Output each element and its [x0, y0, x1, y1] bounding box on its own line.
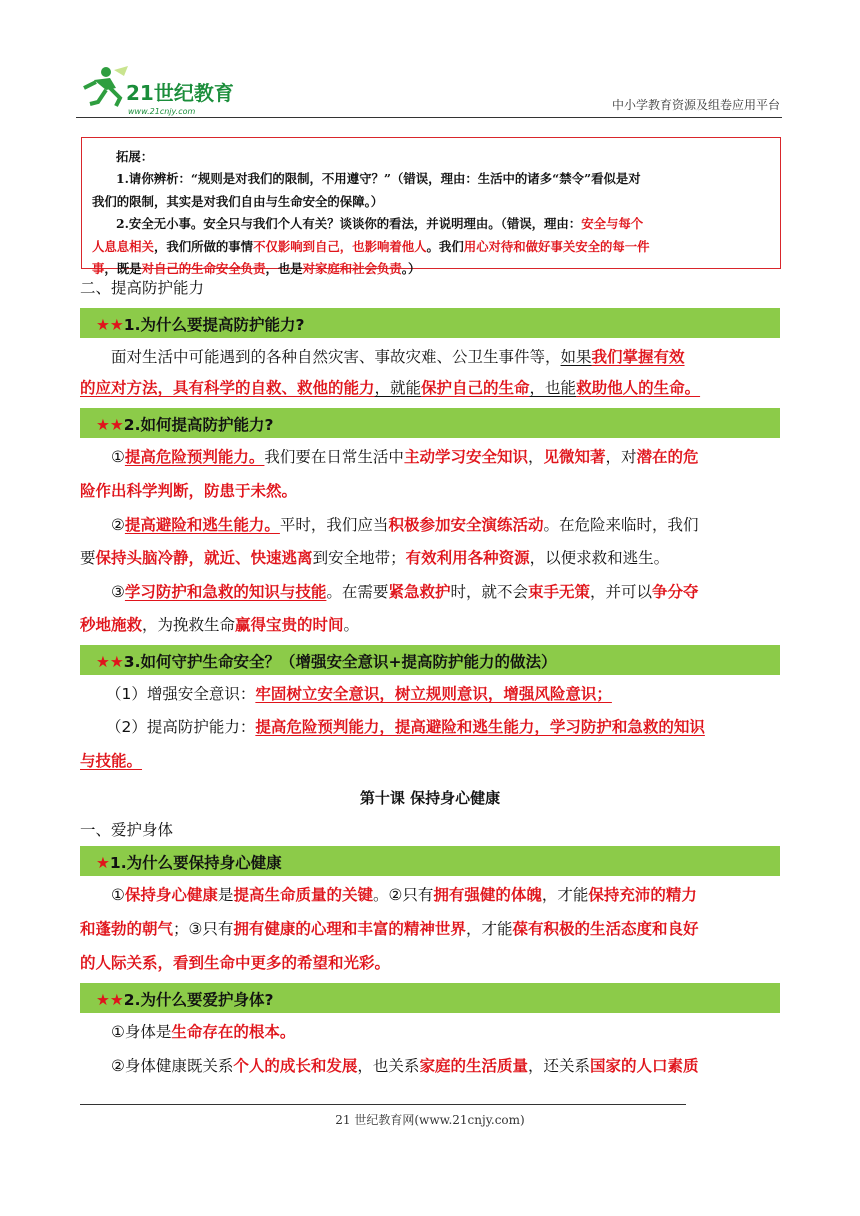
span: ，就能	[374, 379, 422, 397]
extension-q1-cont: 我们的限制，其实是对我们自由与生命安全的保障。）	[92, 193, 384, 209]
answer-2-item3-line2	[80, 615, 780, 635]
extension-q1	[92, 168, 768, 190]
span: 的人际关系，看到生命中更多的希望和光彩。	[80, 954, 391, 972]
span: （2）提高防护能力：	[106, 718, 256, 736]
span: 提高避险和逃生能力。	[124, 516, 280, 534]
span: 保护自己的生命	[421, 379, 530, 397]
span: 。在需要	[326, 583, 389, 601]
runner-icon	[84, 66, 128, 106]
answer-3-item2-line1	[80, 717, 780, 737]
span: 生命存在的根本。	[171, 1023, 296, 1041]
star-icon: ★	[96, 854, 110, 872]
span: ，为挽救生命	[142, 616, 236, 634]
span: 的应对方法，具有科学的自救、救他的能力	[80, 379, 375, 397]
extension-q1-text: 1.请你辨析：“规则是对我们的限制，不用遵守？”（错误，理由：生活中的诸多“禁令”看似是对	[116, 171, 641, 187]
extension-q2-line2	[92, 236, 768, 258]
span: ，既是	[104, 261, 142, 277]
span: 和蓬勃的朝气	[80, 920, 174, 938]
span: 国家的人口素质	[589, 1057, 699, 1075]
span: 是	[217, 886, 234, 904]
21cnjy-logo	[76, 62, 256, 118]
span: 如果	[560, 348, 592, 366]
span: 秒地施救	[80, 616, 143, 634]
answer-2-item3-line1	[80, 582, 780, 602]
span: 不仅影响到自己，也影响着他人	[253, 238, 427, 254]
answer-2-item1-line1	[80, 447, 780, 467]
span: 事	[92, 261, 105, 277]
span: 有效利用各种资源	[405, 549, 530, 567]
span: 。）	[401, 261, 421, 277]
span: 1.为什么要保持身心健康	[109, 854, 282, 872]
span: 面对生活中可能遇到的各种自然灾害、事故灾难、公卫生事件等，	[111, 348, 561, 366]
span: 提高危险预判能力。	[124, 448, 265, 466]
footer-rule	[80, 1104, 686, 1105]
answer-4-line1	[80, 885, 780, 905]
span: ，也关系	[357, 1057, 420, 1075]
span: 我们要在日常生活中	[264, 448, 404, 466]
span: 束手无策	[527, 583, 590, 601]
span: 学习防护和急救的知识与技能	[124, 583, 327, 601]
span: 主动学习安全知识	[403, 448, 528, 466]
platform-name: 中小学教育资源及组卷应用平台	[611, 98, 780, 112]
span: 3.如何守护生命安全？（增强安全意识+提高防护能力的做法）	[123, 653, 557, 671]
span: 到安全地带；	[312, 549, 406, 567]
span: 拥有强健的体魄	[433, 886, 542, 904]
answer-4-line3	[80, 953, 780, 973]
span: 争分夺	[652, 583, 699, 601]
question-bar-2-title	[96, 413, 273, 435]
span: 就近、快速逃离	[204, 549, 313, 567]
span: 我们掌握有效	[591, 348, 685, 366]
answer-4-line2	[80, 919, 780, 939]
header-rule	[76, 117, 782, 118]
span: ，也是	[265, 261, 303, 277]
answer-2-item1-line2	[80, 481, 780, 501]
span: 葆有积极的生活态度和良好	[512, 920, 699, 938]
answer-3-item2-line2	[80, 751, 780, 771]
span: 。我们	[426, 238, 464, 254]
span: 时，就不会	[450, 583, 528, 601]
span: ，还关系	[527, 1057, 590, 1075]
span: 赢得宝贵的时间	[235, 616, 344, 634]
span: 2.为什么要爱护身体?	[123, 991, 274, 1009]
span: 保持头脑冷静	[95, 549, 189, 567]
question-bar-5-title	[96, 988, 273, 1010]
answer-3-item1	[80, 684, 780, 704]
star-icon: ★★	[96, 653, 124, 671]
span: ，才能	[541, 886, 589, 904]
star-icon: ★★	[96, 416, 124, 434]
question-bar-4-title	[96, 851, 282, 873]
span: 对家庭和社会负责	[302, 261, 402, 277]
star-icon: ★★	[96, 991, 124, 1009]
span: ，对	[605, 448, 637, 466]
question-bar-1-title	[96, 313, 304, 335]
span: ②	[111, 516, 125, 534]
star-icon: ★★	[96, 316, 124, 334]
span: 积极参加安全演练活动	[388, 516, 544, 534]
page-header	[76, 62, 782, 120]
span: 潜在的危	[636, 448, 699, 466]
span: 要	[80, 549, 96, 567]
span: 。	[343, 616, 360, 634]
span: ②身体健康既关系	[111, 1057, 234, 1075]
span: 保持充沛的精力	[588, 886, 697, 904]
section-heading-body-care: 一、爱护身体	[80, 821, 174, 839]
span: 个人的成长和发展	[233, 1057, 358, 1075]
span: 。②只有	[372, 886, 434, 904]
span: ①	[111, 886, 125, 904]
span: 与技能。	[80, 752, 143, 770]
span: 2.如何提高防护能力?	[123, 416, 274, 434]
question-bar-4	[80, 846, 780, 876]
span: 拥有健康的心理和丰富的精神世界	[233, 920, 466, 938]
span: 家庭的生活质量	[419, 1057, 528, 1075]
lesson-title: 第十课 保持身心健康	[359, 789, 501, 807]
span: 紧急救护	[388, 583, 451, 601]
extension-title: 拓展：	[116, 149, 154, 164]
span: ，我们所做的事情	[153, 238, 254, 254]
span: 人息息相关	[92, 238, 154, 254]
span: 提高生命质量的关键	[233, 886, 373, 904]
span: ，才能	[465, 920, 513, 938]
span: ①	[111, 448, 125, 466]
answer-1-line1	[80, 347, 780, 367]
span: 平时，我们应当	[279, 516, 389, 534]
span: 用心对待和做好事关安全的每一件	[463, 238, 650, 254]
span: 险作出科学判断，防患于未然。	[80, 482, 298, 500]
span: 保持身心健康	[124, 886, 218, 904]
span: 。在危险来临时，我们	[543, 516, 699, 534]
question-bar-2	[80, 408, 780, 438]
answer-2-item2-line2	[80, 548, 780, 568]
span: ①身体是	[111, 1023, 172, 1041]
question-bar-1	[80, 308, 780, 338]
span: ，并可以	[589, 583, 652, 601]
extension-q2	[92, 213, 768, 235]
span: 对自己的生命安全负责	[141, 261, 266, 277]
span: ；③只有	[173, 920, 234, 938]
question-bar-3	[80, 645, 780, 675]
span: ，	[188, 549, 205, 567]
logo-url: www.21cnjy.com	[128, 107, 196, 116]
span: 牢固树立安全意识，树立规则意识，增强风险意识；	[255, 685, 612, 703]
span: ③	[111, 583, 125, 601]
footer-text: 21 世纪教育网(www.21cnjy.com)	[335, 1113, 525, 1127]
span: （1）增强安全意识：	[106, 685, 256, 703]
section-heading-protection: 二、提高防护能力	[80, 279, 205, 297]
question-bar-3-title	[96, 650, 556, 672]
span: 提高危险预判能力，提高避险和逃生能力，学习防护和急救的知识	[255, 718, 705, 736]
span: 见微知著	[543, 448, 606, 466]
answer-2-item2-line1	[80, 515, 780, 535]
answer-1-line2	[80, 378, 780, 398]
extension-box	[81, 137, 781, 277]
span: 1.为什么要提高防护能力?	[123, 316, 305, 334]
span: 救助他人的生命。	[576, 379, 701, 397]
span: ，以便求救和逃生。	[529, 549, 670, 567]
logo-text: 21世纪教育	[126, 81, 234, 105]
question-bar-5	[80, 983, 780, 1013]
span: ，也能	[529, 379, 577, 397]
answer-5-item1	[80, 1022, 780, 1042]
extension-q2-red: 安全与每个	[581, 216, 644, 232]
extension-q2-text: 2.安全无小事。安全只与我们个人有关？谈谈你的看法，并说明理由。（错误，理由：	[116, 216, 582, 232]
span: ，	[527, 448, 544, 466]
answer-5-item2	[80, 1056, 780, 1076]
